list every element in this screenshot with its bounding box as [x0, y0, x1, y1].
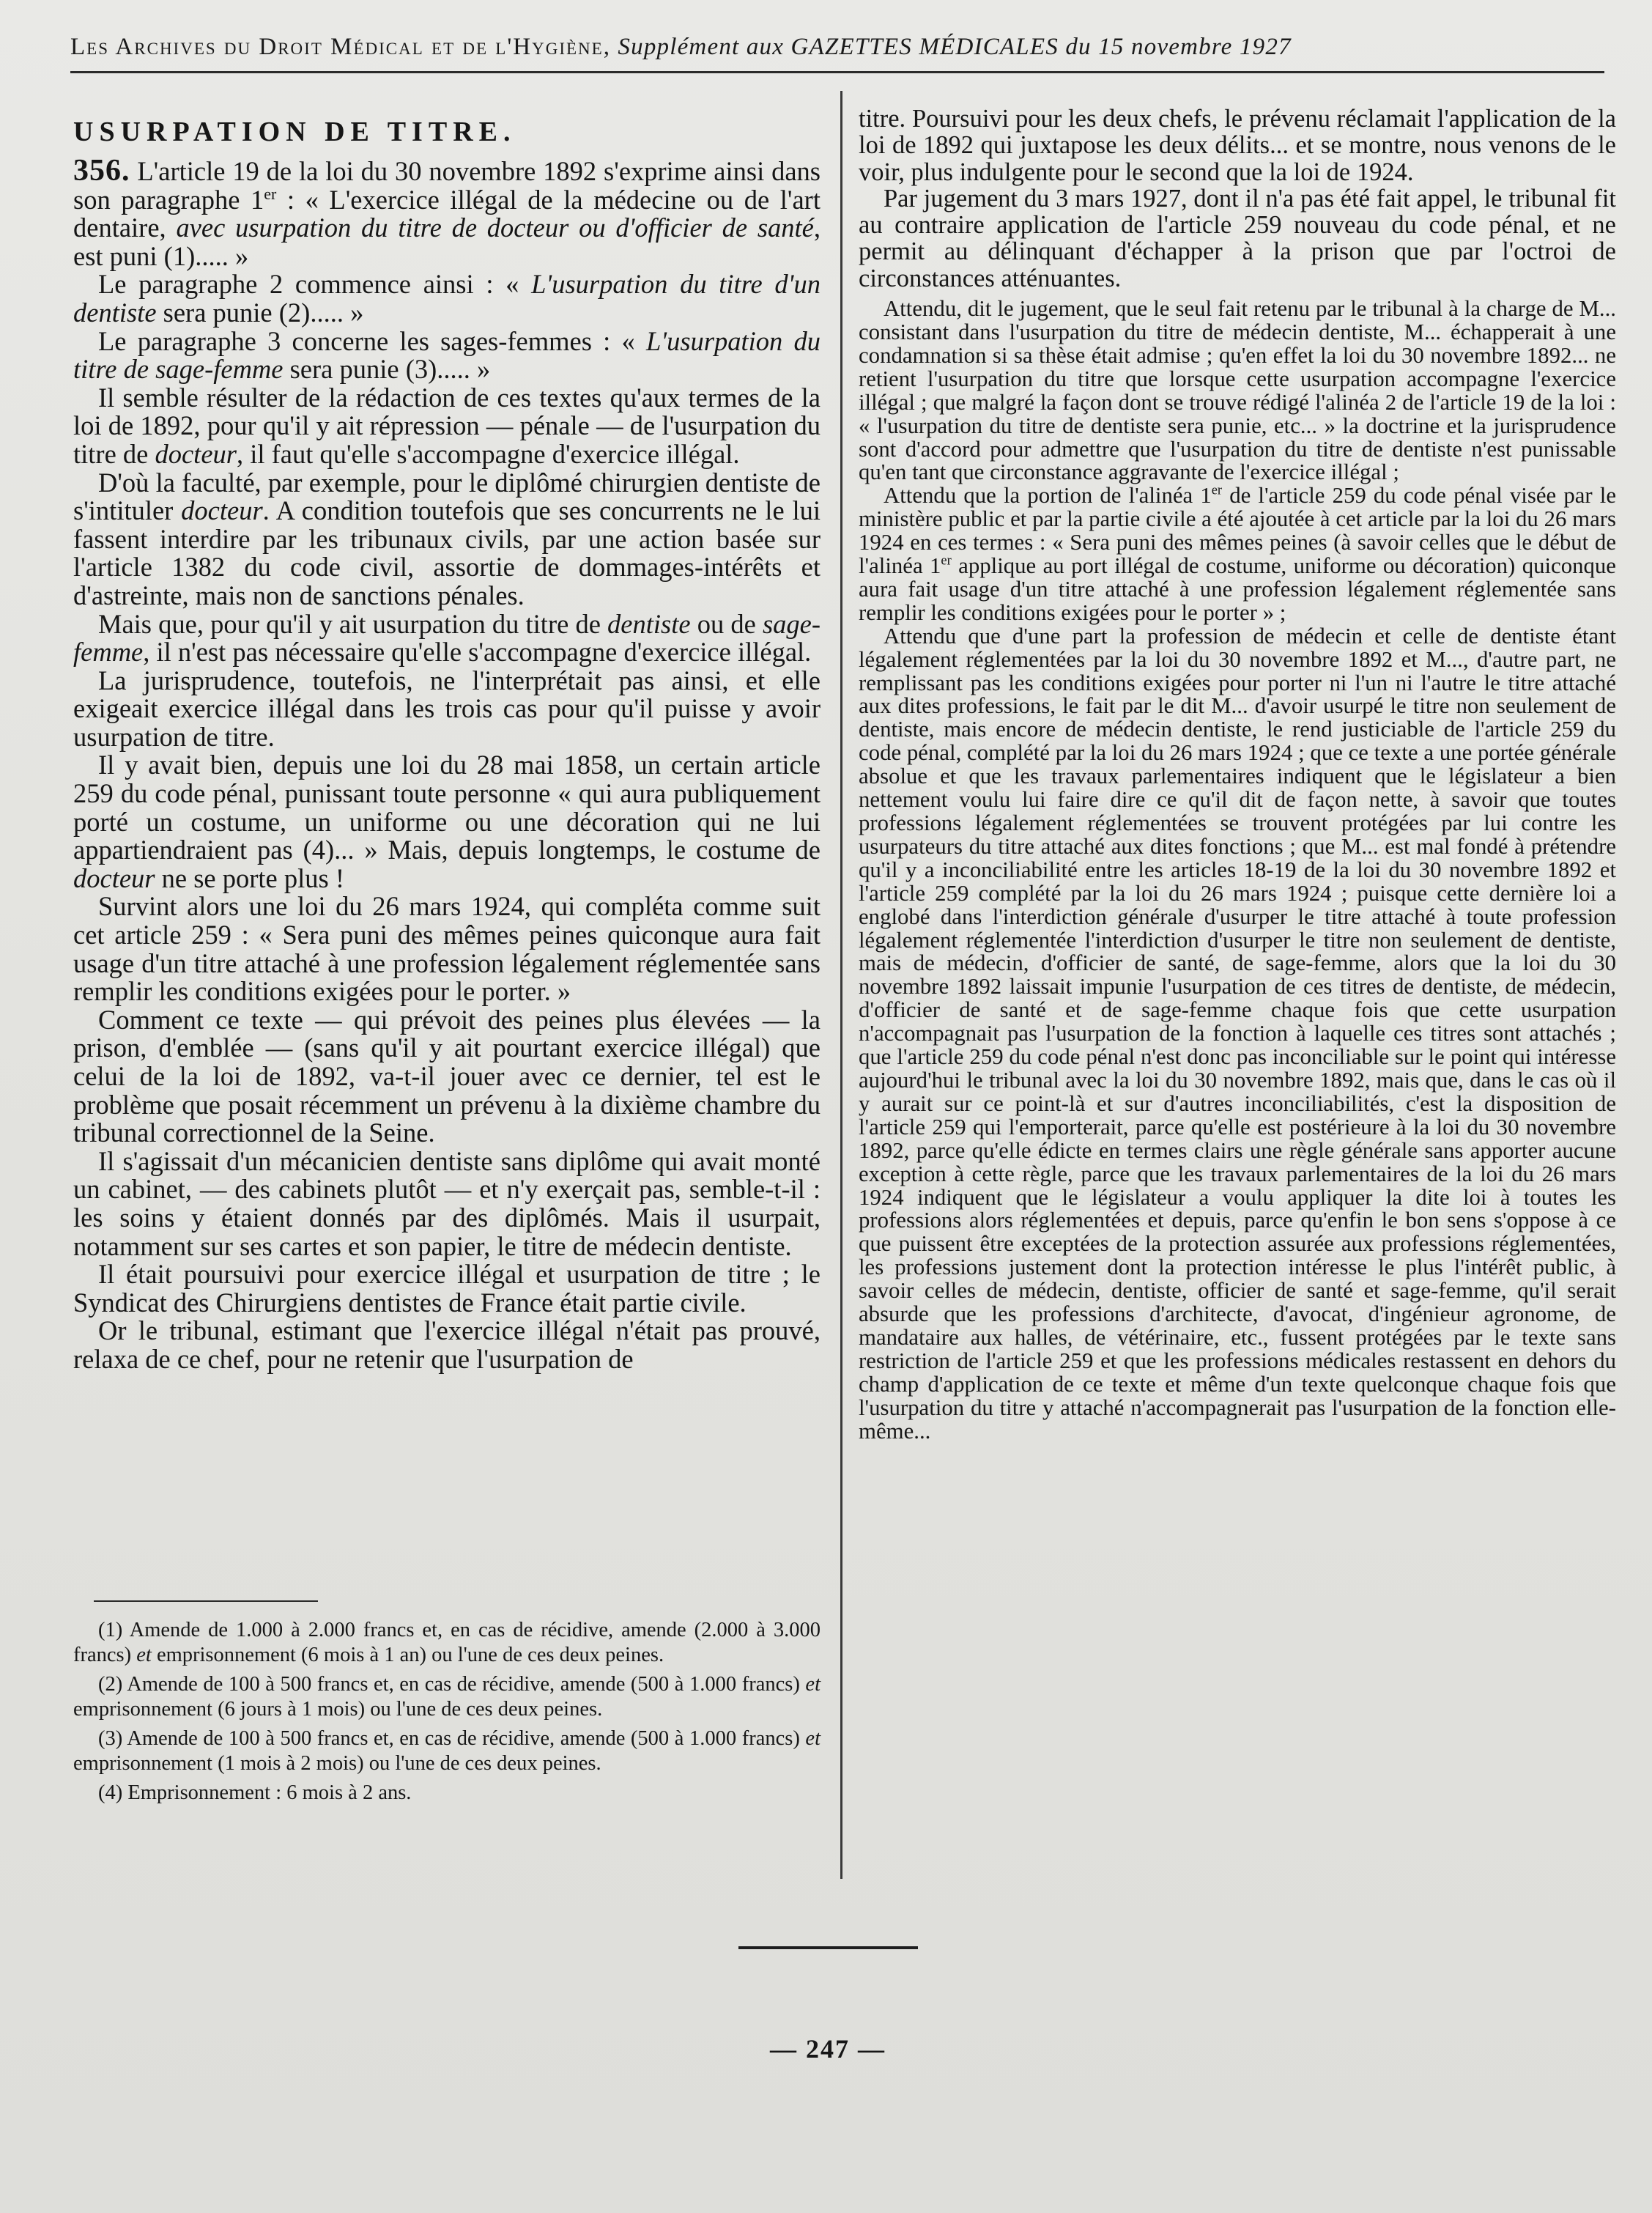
- italic-run: dentiste: [607, 608, 691, 639]
- text-run: emprisonnement (1 mois à 2 mois) ou l'une de ces deux peines.: [73, 1752, 601, 1775]
- italic-run: et: [136, 1644, 152, 1666]
- text-run: (2) Amende de 100 à 500 francs et, en cas de récidive, amende (500 à 1.000 francs): [98, 1673, 806, 1696]
- text-run: , il n'est pas nécessaire qu'elle s'accompagne d'exercice illégal.: [143, 637, 812, 668]
- text-run: (3) Amende de 100 à 500 francs et, en cas de récidive, amende (500 à 1.000 francs): [98, 1727, 806, 1750]
- judgment-paragraph-2: [859, 484, 1616, 624]
- right-paragraph-1: titre. Poursuivi pour les deux chefs, le prévenu réclamait l'application de la loi de 1892 qui juxtapose les deux délits... et se montre, nous venons de le voir, plus indulgente pour le second que la loi de 1924.: [859, 105, 1616, 186]
- paragraph-7: La jurisprudence, toutefois, ne l'interprétait pas ainsi, et elle exigeait exercice illégal dans les trois cas pour qu'il puisse y avoir usurpation de titre.: [73, 665, 821, 752]
- text-run: de l'article 259 du code pénal visée par le ministère public et par la partie civile a été ajoutée à cet article par la loi du 26 mars 1924 en ces termes : « Sera puni des mêmes peines (à savoir celles que le début de l'alinéa 1: [859, 483, 1616, 579]
- journal-title: Les Archives du Droit Médical et de l'Hygiène,: [70, 34, 611, 60]
- section-title: USURPATION DE TITRE.: [73, 117, 516, 147]
- footnote-1: [73, 1618, 821, 1668]
- text-run: , il faut qu'elle s'accompagne d'exercice illégal.: [236, 438, 740, 469]
- text-run: D'où la faculté, par exemple, pour le diplômé chirurgien dentiste de s'intituler: [73, 467, 821, 526]
- running-header: [70, 34, 1601, 61]
- paragraph-10: Comment ce texte — qui prévoit des peines plus élevées — la prison, d'emblée — (sans qu'il y ait pourtant exercice illégal) que celui de la loi de 1892, va-t-il jouer avec ce dernier, tel est le problème que posait récemment un prévenu à la dixième chambre du tribunal correctionnel de la Seine.: [73, 1004, 821, 1148]
- paragraph-13: Or le tribunal, estimant que l'exercice illégal n'était pas prouvé, relaxa de ce chef, pour ne retenir que l'usurpation de: [73, 1315, 821, 1374]
- paragraph-11: Il s'agissait d'un mécanicien dentiste sans diplôme qui avait monté un cabinet, — des cabinets plutôt — et n'y exerçait pas, semble-t-il : les soins y étaient donnés par des diplômés. Mais il usurpait, notamment sur ses cartes et son papier, le titre de médecin dentiste.: [73, 1145, 821, 1261]
- article-number: 356.: [73, 154, 130, 188]
- paragraph-2: [73, 270, 821, 327]
- superscript: er: [941, 553, 952, 568]
- italic-run: docteur: [155, 438, 237, 469]
- paragraph-5: [73, 469, 821, 610]
- footnote-2: [73, 1672, 821, 1722]
- text-run: ne se porte plus !: [155, 862, 344, 893]
- right-body-large: [859, 106, 1616, 292]
- superscript: er: [264, 184, 277, 203]
- text-run: . A condition toutefois que ses concurrents ne le lui fassent interdire par les tribunaux civils, par une action basée sur l'article 1382 du code civil, assortie de dommages-intérêts et d'astreinte, mais non de sanctions pénales.: [73, 495, 821, 610]
- text-run: , est puni (1)..... »: [73, 213, 821, 271]
- column-divider: [840, 91, 842, 1879]
- right-column: [859, 106, 1616, 1443]
- text-run: ou de: [690, 608, 763, 639]
- right-paragraph-2: Par jugement du 3 mars 1927, dont il n'a pas été fait appel, le tribunal fit au contraire application de l'article 259 nouveau du code pénal, et ne permit au délinquant d'échapper à la prison que par l'octroi de circonstances atténuantes.: [859, 184, 1616, 292]
- text-run: Le paragraphe 2 commence ainsi : «: [98, 269, 532, 300]
- footnote-3: [73, 1726, 821, 1776]
- judgment-quote: [859, 298, 1616, 1443]
- footnote-4: (4) Emprisonnement : 6 mois à 2 ans.: [98, 1781, 412, 1804]
- text-run: applique au port illégal de costume, uniforme ou décoration) quiconque aura fait usage d'un titre attaché à une profession légalement réglementée sans remplir les conditions exigées pour le porter » ;: [859, 553, 1616, 625]
- paragraph-6: [73, 610, 821, 667]
- text-run: Il y avait bien, depuis une loi du 28 mai 1858, un certain article 259 du code pénal, punissant toute personne « qui aura publiquement porté un costume, un uniforme ou une décoration qui ne lui appartiendraient pas (4)... » Mais, depuis longtemps, le costume de: [73, 750, 821, 865]
- text-run: (1) Amende de 1.000 à 2.000 francs et, en cas de récidive, amende (2.000 à 3.000 francs): [73, 1619, 821, 1666]
- italic-run: L'usurpation du titre de sage-femme: [73, 325, 821, 385]
- paragraph-8: [73, 751, 821, 893]
- text-run: Le paragraphe 3 concerne les sages-femmes : «: [98, 325, 646, 356]
- text-run: Mais que, pour qu'il y ait usurpation du titre de: [98, 608, 608, 639]
- superscript: er: [1211, 483, 1223, 498]
- paragraph-3: [73, 325, 821, 385]
- text-run: Il semble résulter de la rédaction de ces textes qu'aux termes de la loi de 1892, pour qu'il y ait répression — pénale — de l'usurpation du titre de: [73, 382, 821, 469]
- paragraph-12: Il était poursuivi pour exercice illégal et usurpation de titre ; le Syndicat des Chirurgiens dentistes de France était partie civile.: [73, 1259, 821, 1318]
- end-rule: [738, 1946, 918, 1949]
- text-run: emprisonnement (6 mois à 1 an) ou l'une de ces deux peines.: [151, 1644, 664, 1666]
- paragraph-1: [73, 154, 821, 271]
- text-run: L'article 19 de la loi du 30 novembre 1892 s'exprime ainsi dans son paragraphe 1: [73, 156, 821, 215]
- judgment-paragraph-1: Attendu, dit le jugement, que le seul fait retenu par le tribunal à la charge de M... consistant dans l'usurpation du titre de médecin dentiste, M... échapperait à une condamnation si sa thèse était admise ; qu'en effet la loi du 30 novembre 1892... ne retient l'usurpation du titre que lorsque cette usurpation accompagne l'exercice illégal ; que malgré la façon dont se trouve rédigé l'alinéa 2 de l'article 19 de la loi : « l'usurpation du titre de dentiste sera punie, etc... » la doctrine et la jurisprudence sont d'accord pour admettre que l'usurpation du titre de dentiste n'est punissable qu'en tant que circonstance aggravante de l'exercice illégal ;: [859, 296, 1616, 485]
- page-number: — 247 —: [770, 2034, 886, 2064]
- text-run: emprisonnement (6 jours à 1 mois) ou l'une de ces deux peines.: [73, 1698, 603, 1721]
- italic-run: docteur: [73, 862, 155, 893]
- italic-run: avec usurpation du titre de docteur ou d'officier de santé: [176, 213, 814, 243]
- footnotes: [73, 1618, 821, 1810]
- italic-run: et: [805, 1673, 821, 1696]
- text-run: sera punie (2)..... »: [156, 297, 364, 328]
- italic-run: L'usurpation du titre d'un dentiste: [73, 269, 821, 328]
- italic-run: sage-femme: [73, 608, 821, 668]
- text-run: Attendu que la portion de l'alinéa 1: [884, 483, 1212, 509]
- italic-run: docteur: [181, 495, 263, 526]
- footnotes-rule: [94, 1600, 318, 1602]
- header-rule: [70, 71, 1604, 73]
- paragraph-4: [73, 384, 821, 469]
- supplement-title: Supplément aux GAZETTES MÉDICALES du 15 novembre 1927: [618, 34, 1292, 60]
- judgment-paragraph-3: Attendu que d'une part la profession de médecin et celle de dentiste étant légalement réglementées par la loi du 30 novembre 1892 et M..., d'autre part, ne remplissant pas les conditions exigées pour porter ni l'un ni l'autre le titre attaché aux dites professions, le fait par le dit M... d'avoir usurpé le titre non seulement de dentiste, mais encore de médecin dentiste, le rend justiciable de l'article 259 du code pénal, complété par la loi du 26 mars 1924 ; que ce texte a une portée générale absolue et que les travaux parlementaires indiquent que le législateur a bien nettement voulu lui faire dire ce qu'il dit de façon nette, à savoir que toutes professions légalement réglementées se trouvent protégées par lui contre les usurpateurs du titre attaché aux dites fonctions ; que M... est mal fondé à prétendre qu'il y a inconciliabilité entre les articles 18-19 de la loi du 30 novembre 1892 et l'article 259 complété par la loi du 26 mars 1924 ; puisque cette dernière loi a englobé dans l'interdiction générale d'usurper le titre attaché à toute profession légalement réglementée l'interdiction d'usurper le titre non seulement de dentiste, mais de médecin, d'officier de santé, de sage-femme, alors que la loi du 30 novembre 1892 laissait impunie l'usurpation de ces titres de dentiste, de médecin, d'officier de santé et de sage-femme chaque fois que cette usurpation n'accompagnait pas l'usurpation de la fonction à laquelle ces titres sont attachés ; que l'article 259 du code pénal n'est donc pas inconciliable sur le point qui intéresse aujourd'hui le tribunal avec la loi du 30 novembre 1892, mais que, dans le cas où il y aurait sur ce point-là et sur d'autres inconciliabilités, c'est la disposition de l'article 259 qui l'emporterait, parce qu'elle est postérieure à la loi du 30 novembre 1892, parce qu'elle édicte en termes clairs une règle générale sans apporter aucune exception à cette règle, parce que les travaux parlementaires de la loi du 26 mars 1924 indiquent que le législateur a voulu appliquer la dite loi à toutes les professions alors réglementées et depuis, parce qu'enfin le bon sens s'oppose à ce que puissent être exceptées de la protection assurée aux professions réglementées, les professions justement dont la protection intéresse le plus l'intérêt public, à savoir celles de médecin, dentiste, officier de santé et sage-femme, qu'il serait absurde que les professions d'architecte, d'avocat, d'ingénieur agronome, de mandataire aux halles, de vétérinaire, etc., fussent protégées par le texte sans restriction de l'article 259 et que les professions médicales restassent en dehors du champ d'application de ce texte et même d'un texte quelconque chaque fois que l'usurpation du titre y attaché n'accompagnerait pas l'usurpation de la fonction elle-même...: [859, 623, 1616, 1444]
- italic-run: et: [805, 1727, 821, 1750]
- text-run: : « L'exercice illégal de la médecine ou de l'art dentaire,: [73, 184, 821, 243]
- left-column: [73, 110, 821, 1374]
- text-run: sera punie (3)..... »: [283, 354, 491, 385]
- paragraph-9: Survint alors une loi du 26 mars 1924, qui compléta comme suit cet article 259 : « Sera puni des mêmes peines quiconque aura fait usage d'un titre attaché à une profession légalement réglementée sans remplir les conditions exigées pour le porter. »: [73, 891, 821, 1007]
